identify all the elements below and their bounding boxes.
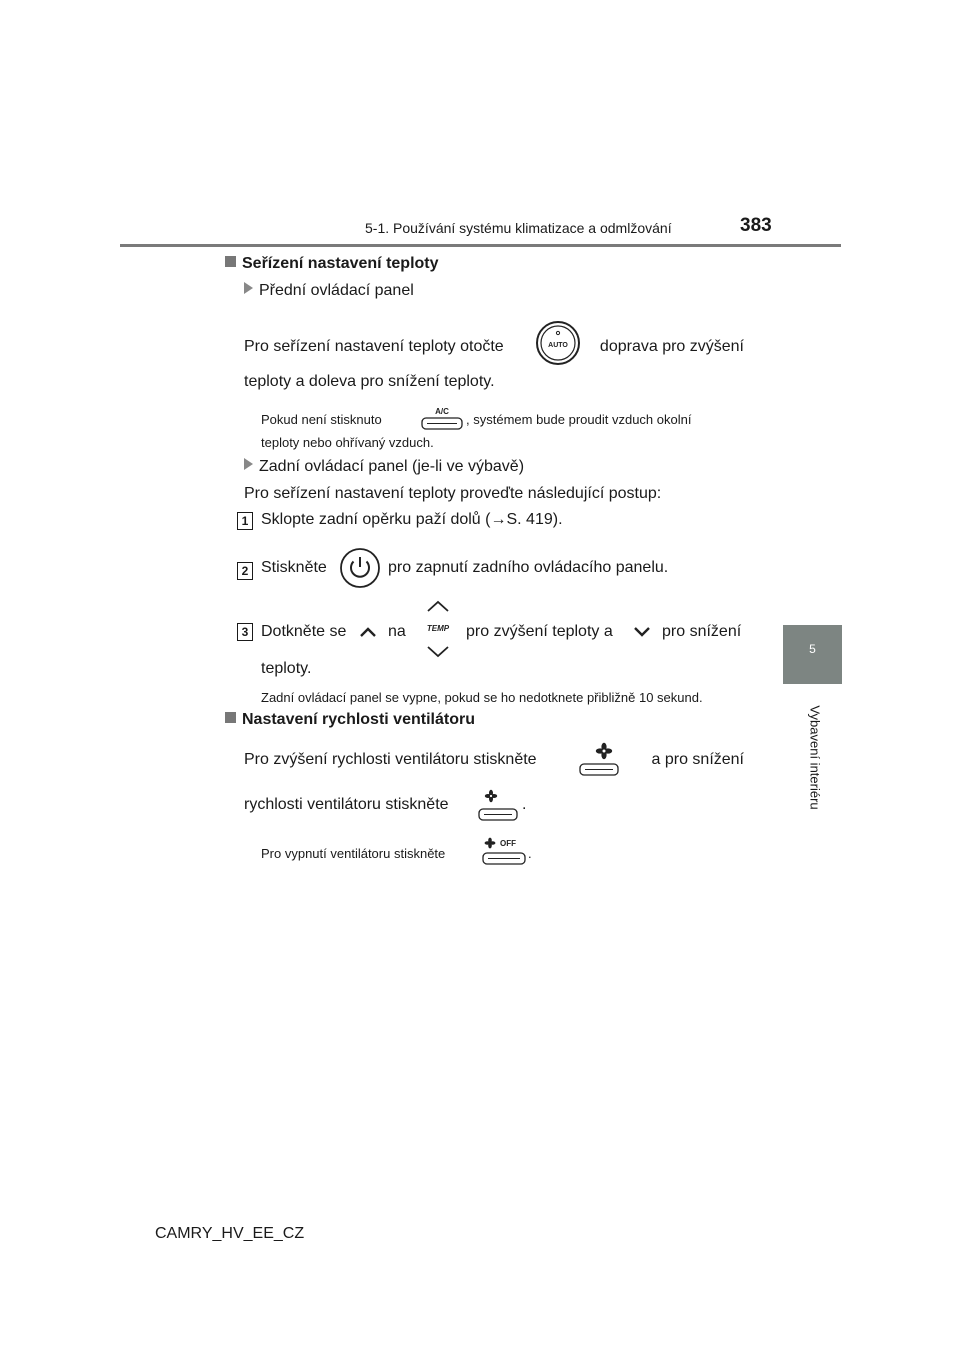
fan-line2-after: . (522, 796, 527, 813)
front-note-after: , systémem bude proudit vzduch okolní (466, 412, 692, 427)
subheading-front-panel: Přední ovládací panel (244, 282, 414, 300)
svg-text:AUTO: AUTO (548, 342, 568, 349)
page-number: 383 (740, 215, 772, 236)
step-number-2: 2 (237, 562, 253, 580)
ac-button-icon (420, 405, 464, 431)
front-line1-before: Pro seřízení nastavení teploty otočte (244, 338, 504, 355)
step-number-3: 3 (237, 623, 253, 641)
step-2-after: pro zapnutí zadního ovládacího panelu. (388, 559, 669, 576)
step-3-part3: pro zvýšení teploty a (466, 623, 613, 640)
step-3-part4: pro snížení (662, 623, 742, 640)
section-heading-temperature: Seřízení nastavení teploty (225, 255, 439, 273)
step-3-line2: teploty. (261, 660, 312, 677)
svg-text:TEMP: TEMP (426, 624, 450, 633)
fan-line2-before: rychlosti ventilátoru stiskněte (244, 796, 449, 813)
chapter-label: Vybavení interiéru (807, 705, 823, 810)
fan-line1-after: a pro snížení (651, 751, 744, 768)
step-1-text: Sklopte zadní opěrku paží dolů (→S. 419). (261, 511, 563, 528)
svg-text:A/C: A/C (435, 407, 449, 416)
triangle-bullet-icon (244, 282, 253, 294)
auto-knob-icon (535, 320, 581, 366)
fan-note-before: Pro vypnutí ventilátoru stiskněte (261, 846, 446, 861)
fan-line1-before: Pro zvýšení rychlosti ventilátoru stiskněte (244, 751, 537, 768)
rear-intro: Pro seřízení nastavení teploty proveďte následující postup: (244, 485, 662, 502)
chapter-number: 5 (809, 642, 816, 656)
section-bullet-icon (225, 712, 236, 723)
power-button-icon (339, 547, 381, 589)
model-code: CAMRY_HV_EE_CZ (155, 1225, 305, 1242)
section-heading-fan-speed: Nastavení rychlosti ventilátoru (225, 711, 475, 729)
chapter-title: 5-1. Používání systému klimatizace a odmlžování (365, 220, 672, 236)
header-rule (120, 244, 841, 247)
fan-up-button-icon (578, 741, 620, 777)
fan-off-button-icon (480, 835, 528, 867)
front-line1-after: doprava pro zvýšení (599, 338, 744, 355)
fan-down-button-icon (477, 786, 519, 822)
step-3-part2: na (388, 623, 406, 640)
step-2-before: Stiskněte (261, 559, 327, 576)
rear-note: Zadní ovládací panel se vypne, pokud se ho nedotknete přibližně 10 sekund. (261, 690, 703, 705)
fan-note-after: . (528, 846, 532, 861)
step-number-1: 1 (237, 512, 253, 530)
front-note-line2: teploty nebo ohřívaný vzduch. (261, 435, 434, 450)
triangle-bullet-icon (244, 458, 253, 470)
front-line2: teploty a doleva pro snížení teploty. (244, 373, 495, 390)
svg-text:OFF: OFF (500, 839, 516, 848)
step-3-part1: Dotkněte se (261, 623, 347, 640)
section-bullet-icon (225, 256, 236, 267)
chevron-down-icon (633, 626, 651, 638)
subheading-rear-panel: Zadní ovládací panel (je-li ve výbavě) (244, 458, 524, 476)
temp-control-icon (418, 597, 458, 661)
chevron-up-icon (359, 626, 377, 638)
front-note-before: Pokud není stisknuto (261, 412, 382, 427)
